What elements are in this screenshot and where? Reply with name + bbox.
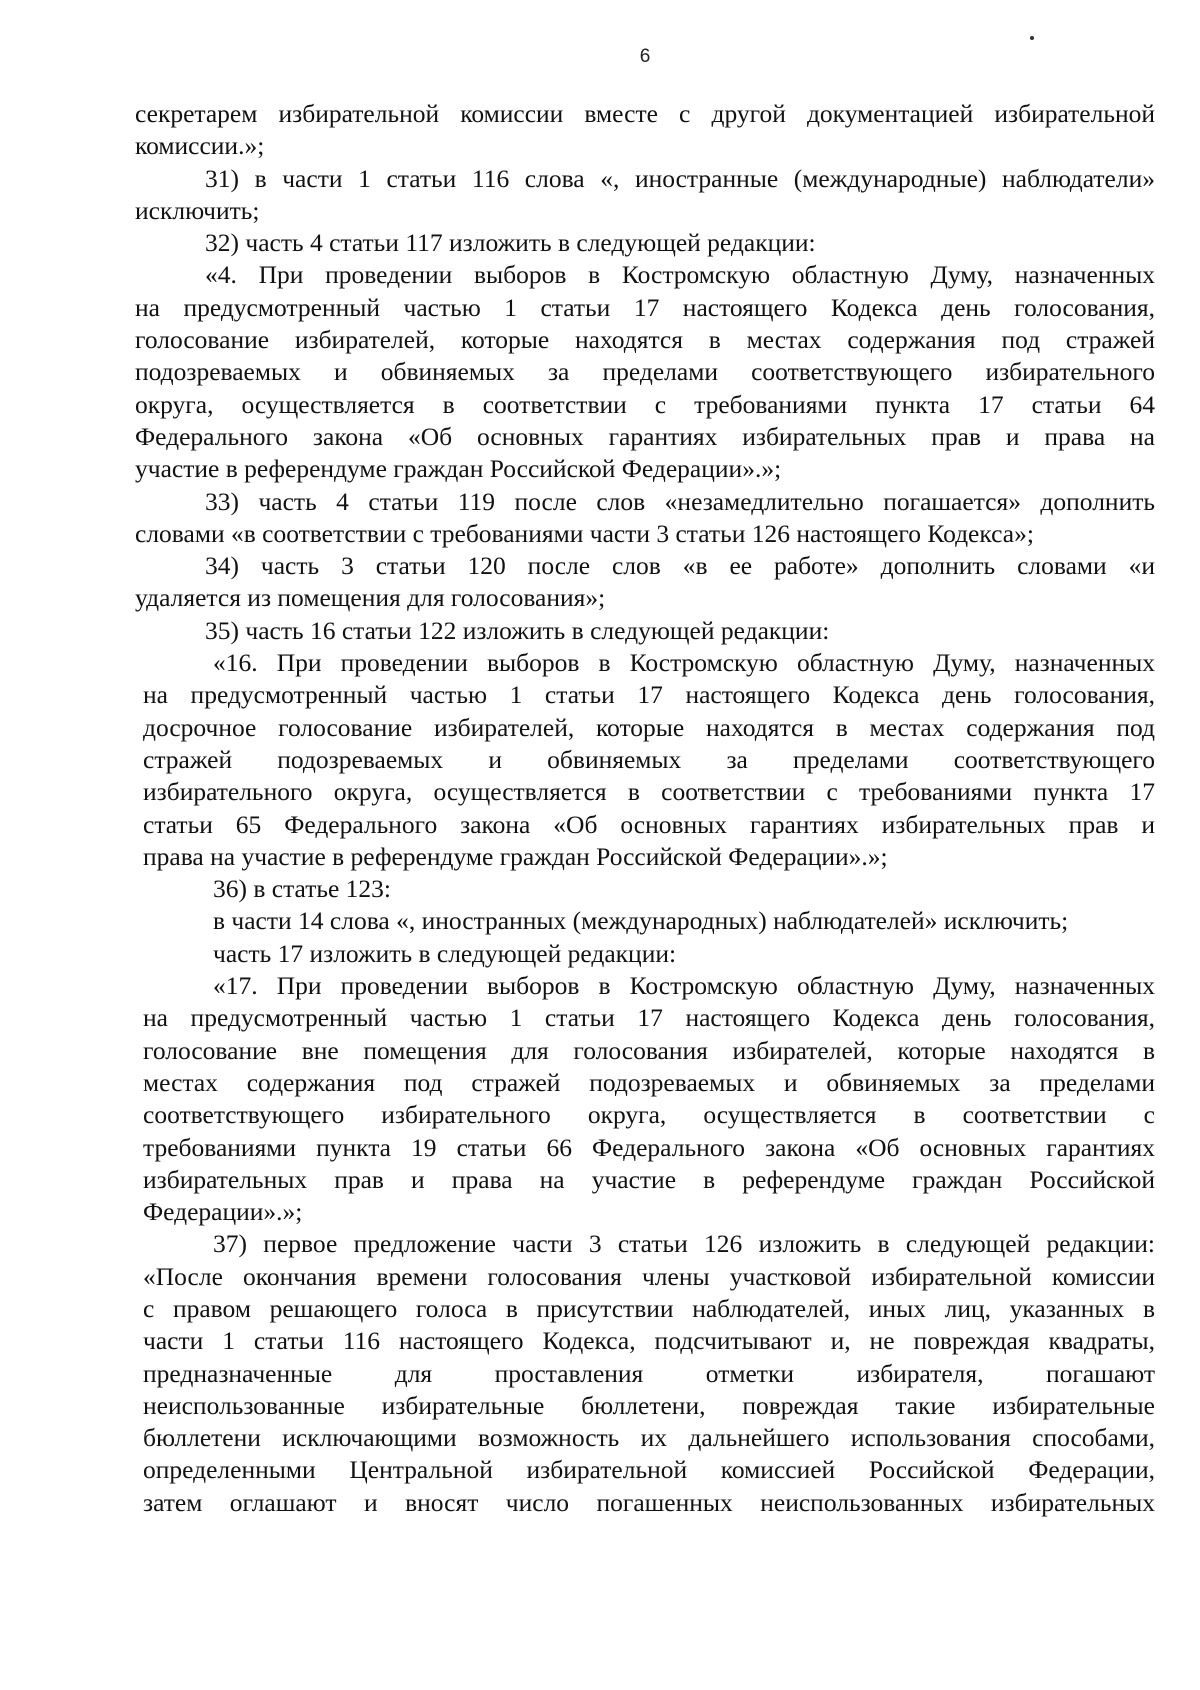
text-line: на предусмотренный частью 1 статьи 17 настоящего Кодекса день голосования,	[143, 680, 1155, 710]
text-line: комиссии.»;	[135, 131, 265, 161]
text-line: 33) часть 4 статьи 119 после слов «незамедлительно погашается» дополнить	[205, 486, 1155, 516]
text-line: секретарем избирательной комиссии вместе с другой документацией избирательной	[135, 99, 1155, 128]
text-line: определенными Центральной избирательной комиссией Российской Федерации,	[143, 1455, 1155, 1485]
text-line: «4. При проведении выборов в Костромскую областную Думу, назначенных	[205, 260, 1155, 290]
text-line: 37) первое предложение части 3 статьи 126 изложить в следующей редакции:	[213, 1229, 1155, 1259]
text-line: удаляется из помещения для голосования»;	[135, 583, 606, 613]
text-line: голосование избирателей, которые находятся в местах содержания под стражей	[135, 325, 1155, 355]
text-line: исключить;	[135, 195, 260, 225]
text-line: «17. При проведении выборов в Костромскую областную Думу, назначенных	[213, 971, 1155, 1001]
text-line: Федерации».»;	[143, 1197, 303, 1227]
text-line: «После окончания времени голосования члены участковой избирательной комиссии	[143, 1261, 1155, 1291]
text-line: на предусмотренный частью 1 статьи 17 настоящего Кодекса день голосования,	[143, 1003, 1155, 1033]
text-line: части 1 статьи 116 настоящего Кодекса, подсчитывают и, не повреждая квадраты,	[143, 1326, 1155, 1356]
text-line: Федерального закона «Об основных гарантиях избирательных прав и права на	[135, 421, 1155, 451]
text-line: 36) в статье 123:	[213, 874, 392, 904]
text-line: соответствующего избирательного округа, осуществляется в соответствии с	[143, 1100, 1155, 1130]
text-line: часть 17 изложить в следующей редакции:	[213, 938, 677, 968]
scan-speck	[1030, 36, 1034, 40]
text-line: избирательных прав и права на участие в референдуме граждан Российской	[143, 1164, 1155, 1194]
text-line: в части 14 слова «, иностранных (международных) наблюдателей» исключить;	[213, 906, 1069, 936]
text-line: голосование вне помещения для голосования избирателей, которые находятся в	[143, 1035, 1155, 1065]
text-line: затем оглашают и вносят число погашенных неиспользованных избирательных	[143, 1487, 1155, 1517]
text-line: округа, осуществляется в соответствии с требованиями пункта 17 статьи 64	[135, 389, 1155, 419]
text-line: стражей подозреваемых и обвиняемых за пределами соответствующего	[143, 744, 1155, 774]
text-line: словами «в соответствии с требованиями части 3 статьи 126 настоящего Кодекса»;	[135, 518, 1034, 548]
text-line: на предусмотренный частью 1 статьи 17 настоящего Кодекса день голосования,	[135, 292, 1155, 322]
text-line: досрочное голосование избирателей, которые находятся в местах содержания под	[143, 712, 1155, 742]
text-line: местах содержания под стражей подозреваемых и обвиняемых за пределами	[143, 1067, 1155, 1097]
text-line: «16. При проведении выборов в Костромскую областную Думу, назначенных	[213, 648, 1155, 678]
text-line: бюллетени исключающими возможность их дальнейшего использования способами,	[143, 1423, 1155, 1453]
text-line: с правом решающего голоса в присутствии наблюдателей, иных лиц, указанных в	[143, 1293, 1155, 1323]
text-line: участие в референдуме граждан Российской Федерации».»;	[135, 454, 782, 484]
text-line: 34) часть 3 статьи 120 после слов «в ее работе» дополнить словами «и	[205, 551, 1155, 581]
text-line: 35) часть 16 статьи 122 изложить в следующей редакции:	[205, 615, 830, 645]
text-line: 31) в части 1 статьи 116 слова «, иностранные (международные) наблюдатели»	[205, 163, 1155, 193]
text-line: предназначенные для проставления отметки избирателя, погашают	[143, 1358, 1155, 1388]
text-line: статьи 65 Федерального закона «Об основных гарантиях избирательных прав и	[143, 809, 1155, 839]
page-number: 6	[639, 46, 651, 67]
text-line: требованиями пункта 19 статьи 66 Федерального закона «Об основных гарантиях	[143, 1132, 1155, 1162]
text-line: неиспользованные избирательные бюллетени, повреждая такие избирательные	[143, 1390, 1155, 1420]
text-line: 32) часть 4 статьи 117 изложить в следующей редакции:	[205, 228, 816, 258]
text-line: подозреваемых и обвиняемых за пределами соответствующего избирательного	[135, 357, 1155, 387]
text-line: избирательного округа, осуществляется в соответствии с требованиями пункта 17	[143, 777, 1155, 807]
document-body	[135, 98, 1155, 1519]
text-line: права на участие в референдуме граждан Российской Федерации».»;	[143, 841, 888, 871]
